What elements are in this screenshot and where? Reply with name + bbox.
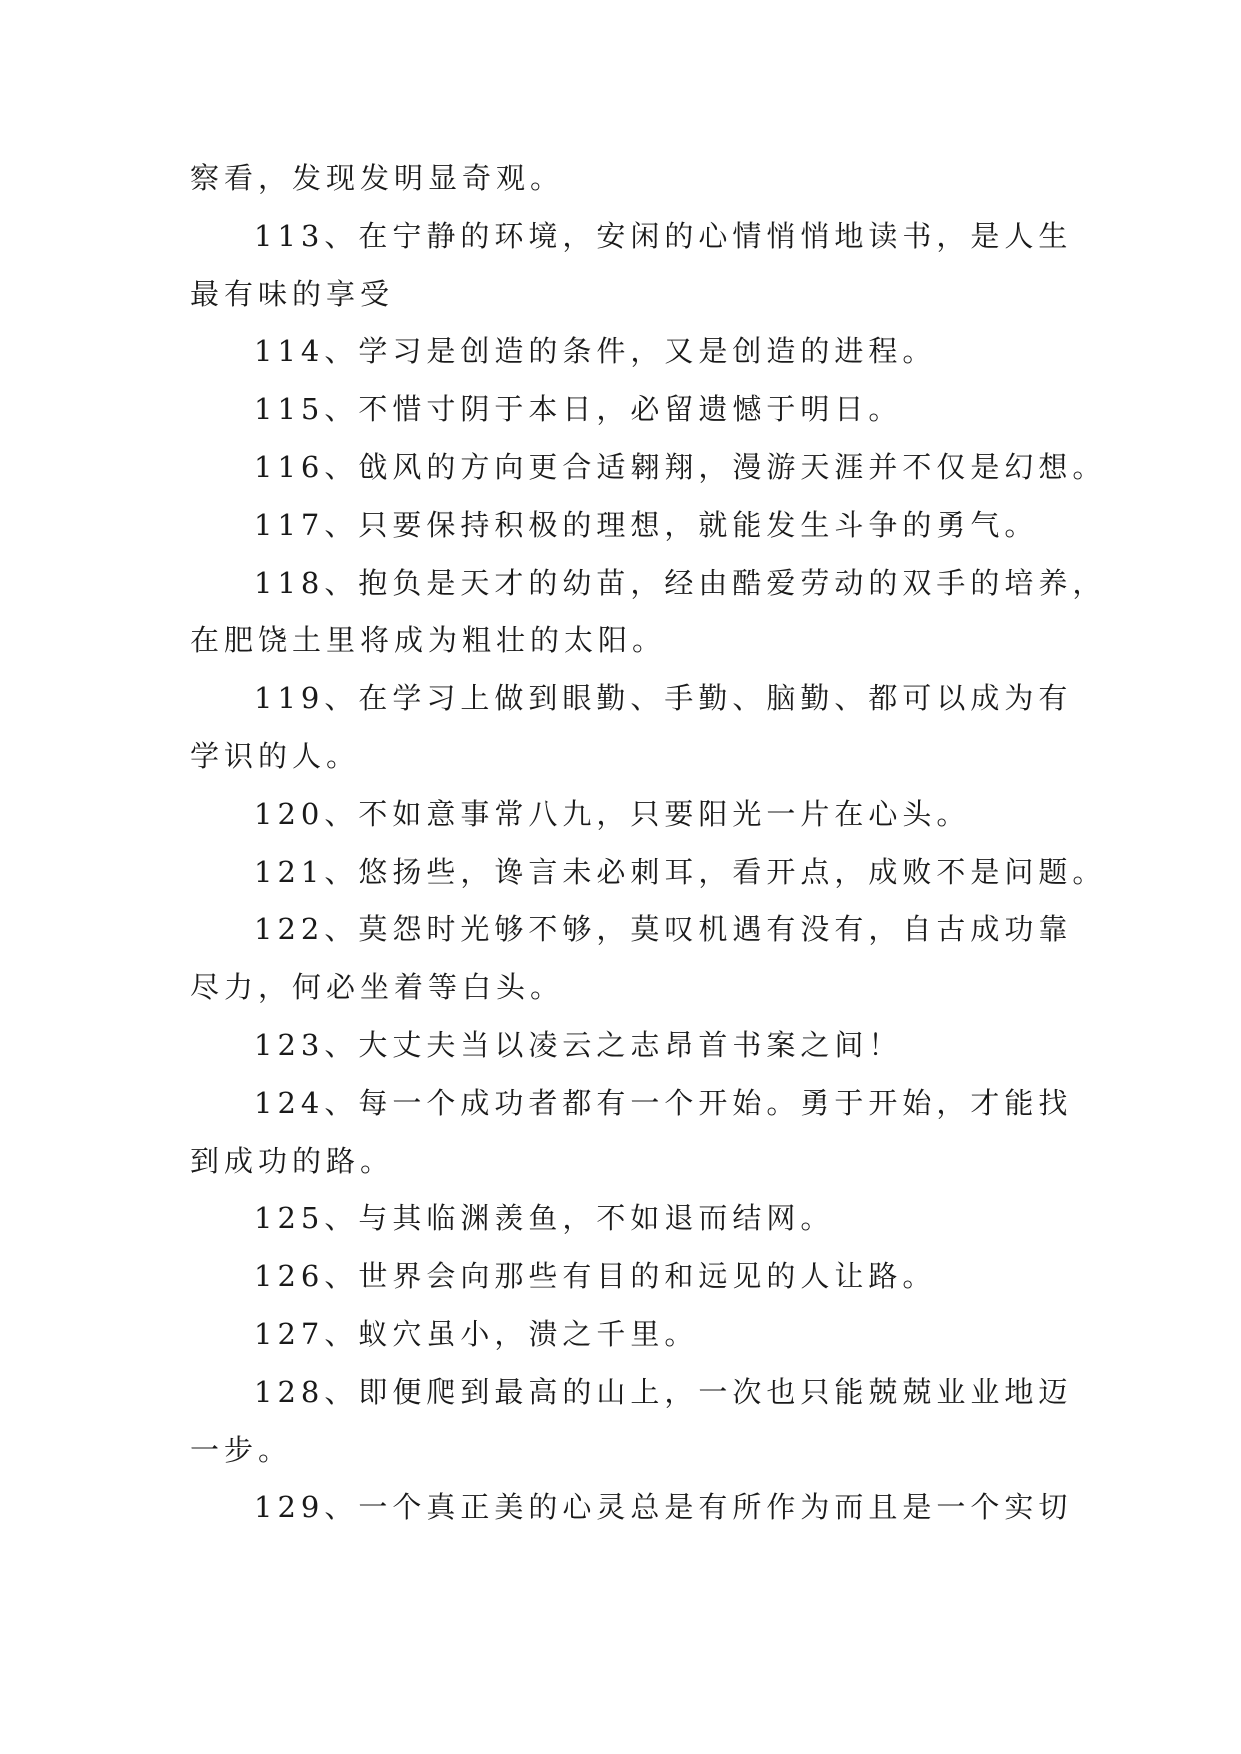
text-line: 113、在宁静的环境，安闲的心情悄悄地读书，是人生 [254, 218, 1073, 253]
text-line: 到成功的路。 [190, 1143, 395, 1178]
text-line: 121、悠扬些，谗言未必刺耳，看开点，成败不是问题。 [254, 854, 1107, 889]
text-line: 128、即便爬到最高的山上，一次也只能兢兢业业地迈 [254, 1374, 1073, 1409]
text-line: 118、抱负是天才的幼苗，经由酷爱劳动的双手的培养， [254, 565, 1107, 600]
text-line: 124、每一个成功者都有一个开始。勇于开始，才能找 [254, 1085, 1073, 1120]
text-line: 一步。 [190, 1432, 293, 1467]
text-line: 115、不惜寸阴于本日，必留遗憾于明日。 [254, 392, 903, 427]
text-line: 114、学习是创造的条件，又是创造的进程。 [254, 334, 937, 369]
text-line: 129、一个真正美的心灵总是有所作为而且是一个实切 [254, 1490, 1073, 1525]
text-line: 119、在学习上做到眼勤、手勤、脑勤、都可以成为有 [254, 681, 1073, 716]
text-line: 123、大丈夫当以凌云之志昂首书案之间！ [254, 1027, 903, 1062]
text-line: 学识的人。 [190, 738, 361, 773]
text-line: 最有味的享受 [190, 276, 395, 311]
document-page [190, 150, 1107, 1537]
text-line: 122、莫怨时光够不够，莫叹机遇有没有，自古成功靠 [254, 912, 1073, 947]
text-line: 120、不如意事常八九，只要阳光一片在心头。 [254, 796, 971, 831]
text-line: 在肥饶土里将成为粗壮的太阳。 [190, 623, 667, 658]
text-line: 125、与其临渊羡鱼，不如退而结网。 [254, 1201, 835, 1236]
text-line: 尽力，何必坐着等白头。 [190, 970, 565, 1005]
text-line: 127、蚁穴虽小，溃之千里。 [254, 1316, 699, 1351]
text-line: 126、世界会向那些有目的和远见的人让路。 [254, 1259, 937, 1294]
text-line: 116、戗风的方向更合适翱翔，漫游天涯并不仅是幻想。 [254, 449, 1107, 484]
text-line: 察看，发现发明显奇观。 [190, 161, 565, 195]
text-line: 117、只要保持积极的理想，就能发生斗争的勇气。 [254, 507, 1039, 542]
